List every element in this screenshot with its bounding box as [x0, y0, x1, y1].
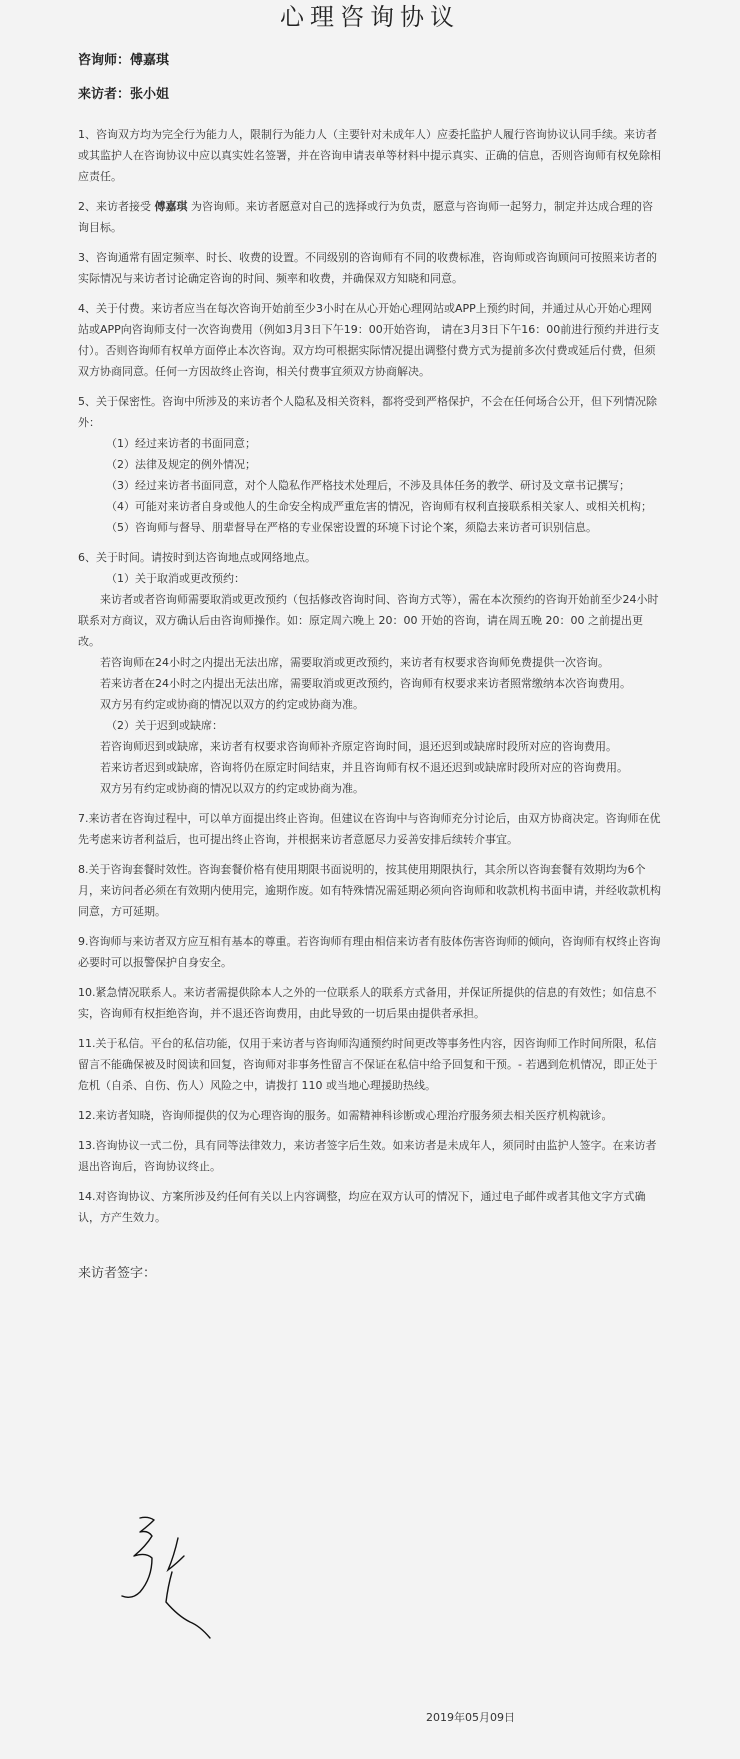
document-title: 心理咨询协议	[280, 3, 460, 31]
clause-13-text: 13.咨询协议一式二份，具有同等法律效力，来访者签字后生效。如来访者是未成年人，须同时由监护人签字。在来访者退出咨询后，咨询协议终止。	[78, 1139, 657, 1173]
clause-2-post: 为咨询师。来访者愿意对自己的选择或行为负责，愿意与咨询师一起努力，制定并达成合理的咨询目标。	[78, 200, 653, 234]
clause-5-item: （3）经过来访者书面同意，对个人隐私作严格技术处理后，不涉及具体任务的教学、研讨及文章书记撰写；	[106, 479, 630, 492]
clause-6-subheading-cancel: （1）关于取消或更改预约：	[106, 572, 245, 585]
clause-10-text: 10.紧急情况联系人。来访者需提供除本人之外的一位联系人的联系方式备用，并保证所提供的信息的有效性；如信息不实，咨询师有权拒绝咨询，并不退还咨询费用，由此导致的一切后果由提供者承担。	[78, 986, 657, 1020]
clause-12-text: 12.来访者知晓，咨询师提供的仅为心理咨询的服务。如需精神科诊断或心理治疗服务须去相关医疗机构就诊。	[78, 1109, 613, 1122]
clause-1-text: 1、咨询双方均为完全行为能力人，限制行为能力人（主要针对未成年人）应委托监护人履行咨询协议认同手续。来访者或其监护人在咨询协议中应以真实姓名签署，并在咨询申请表单等材料中提示真实、正确的信息，否则咨询师有权免除相应责任。	[78, 128, 661, 183]
clause-9	[78, 931, 662, 973]
handwritten-signature	[118, 1512, 228, 1642]
clause-1	[78, 124, 662, 187]
clause-8	[78, 859, 662, 922]
clause-3-text: 3、咨询通常有固定频率、时长、收费的设置。不同级别的咨询师有不同的收费标准，咨询师或咨询顾问可按照来访者的实际情况与来访者讨论确定咨询的时间、频率和收费，并确保双方知晓和同意。	[78, 251, 657, 285]
clause-6-late-rule: 双方另有约定或协商的情况以双方的约定或协商为准。	[100, 782, 364, 795]
counselor-line: 咨询师：傅嘉琪	[78, 53, 170, 68]
clause-6-cancel-rule: 若来访者在24小时之内提出无法出席，需要取消或更改预约，咨询师有权要求来访者照常缴纳本次咨询费用。	[100, 677, 631, 690]
clause-9-text: 9.咨询师与来访者双方应互相有基本的尊重。若咨询师有理由相信来访者有肢体伤害咨询师的倾向，咨询师有权终止咨询必要时可以报警保护自身安全。	[78, 935, 661, 969]
clause-6-text: 6、关于时间。请按时到达咨询地点或网络地点。	[78, 551, 316, 564]
clause-14-text: 14.对咨询协议、方案所涉及约任何有关以上内容调整，均应在双方认可的情况下，通过电子邮件或者其他文字方式确认，方产生效力。	[78, 1190, 646, 1224]
clause-12	[78, 1105, 662, 1126]
clause-5-item: （1）经过来访者的书面同意；	[106, 437, 256, 450]
clause-3	[78, 247, 662, 289]
clause-6-late-rule: 若咨询师迟到或缺席，来访者有权要求咨询师补齐原定咨询时间，退还迟到或缺席时段所对应的咨询费用。	[100, 740, 617, 753]
clause-4	[78, 298, 662, 382]
clause-2-pre: 2、来访者接受	[78, 200, 151, 213]
signature-label: 来访者签字：	[78, 1266, 157, 1281]
clause-6-cancel-rule: 若咨询师在24小时之内提出无法出席，需要取消或更改预约，来访者有权要求咨询师免费提供一次咨询。	[100, 656, 609, 669]
clause-6-late-rule: 若来访者迟到或缺席，咨询将仍在原定时间结束，并且咨询师有权不退还迟到或缺席时段所对应的咨询费用。	[100, 761, 628, 774]
clause-2	[78, 196, 662, 238]
clause-4-text: 4、关于付费。来访者应当在每次咨询开始前至少3小时在从心开始心理网站或APP上预约时间，并通过从心开始心理网站或APP向咨询师支付一次咨询费用（例如3月3日下午19：00开始咨询， 请在3月3日下午16：00前进行预约并进行支付）。否则咨询师有权单方面停止本次咨询。双方均可根据实际情况提出调整付费方式为提前多次付费或延后付费，但须双方协商同意。任何一方因故终止咨询，相关付费事宜须双方协商解决。	[78, 302, 660, 378]
clause-5-item: （5）咨询师与督导、朋辈督导在严格的专业保密设置的环境下讨论个案，须隐去来访者可识别信息。	[106, 521, 597, 534]
clause-6-cancel-rule: 双方另有约定或协商的情况以双方的约定或协商为准。	[100, 698, 364, 711]
clause-6	[78, 547, 662, 799]
clause-13	[78, 1135, 662, 1177]
client-line: 来访者：张小姐	[78, 87, 170, 102]
clause-2-text	[78, 196, 662, 238]
clause-6-cancel-rule: 来访者或者咨询师需要取消或更改预约（包括修改咨询时间、咨询方式等），需在本次预约的咨询开始前至少24小时联系对方商议，双方确认后由咨询师操作。如：原定周六晚上 20：00 开始的咨询，请在周五晚 20：00 之前提出更改。	[78, 593, 659, 648]
clause-6-subheading-late: （2）关于迟到或缺席：	[106, 719, 223, 732]
clause-10	[78, 982, 662, 1024]
clause-5-item: （2）法律及规定的例外情况；	[106, 458, 256, 471]
clause-5-text: 5、关于保密性。咨询中所涉及的来访者个人隐私及相关资料，都将受到严格保护，不会在任何场合公开，但下列情况除外：	[78, 395, 657, 429]
clause-7-text: 7.来访者在咨询过程中，可以单方面提出终止咨询。但建议在咨询中与咨询师充分讨论后，由双方协商决定。咨询师在优先考虑来访者利益后，也可提出终止咨询，并根据来访者意愿尽力妥善安排后续转介事宜。	[78, 812, 661, 846]
clause-5-item: （4）可能对来访者自身或他人的生命安全构成严重危害的情况，咨询师有权利直接联系相关家人、或相关机构；	[106, 500, 652, 513]
clause-11-text: 11.关于私信。平台的私信功能，仅用于来访者与咨询师沟通预约时间更改等事务性内容，因咨询师工作时间所限，私信留言不能确保被及时阅读和回复，咨询师对非事务性留言不保证在私信中给予回复和干预。- 若遇到危机情况，即正处于危机（自杀、自伤、伤人）风险之中，请拨打 110 或当地心理援助热线。	[78, 1037, 658, 1092]
signature-date: 2019年05月09日	[426, 1711, 515, 1724]
clause-2-counselor-name: 傅嘉琪	[154, 200, 188, 213]
clause-7	[78, 808, 662, 850]
clause-14	[78, 1186, 662, 1228]
clause-11	[78, 1033, 662, 1096]
clause-8-text: 8.关于咨询套餐时效性。咨询套餐价格有使用期限书面说明的，按其使用期限执行，其余所以咨询套餐有效期均为6个月，来访问者必须在有效期内使用完，逾期作废。如有特殊情况需延期必须向咨询师和收款机构书面申请，并经收款机构同意，方可延期。	[78, 863, 661, 918]
clause-5	[78, 391, 662, 538]
